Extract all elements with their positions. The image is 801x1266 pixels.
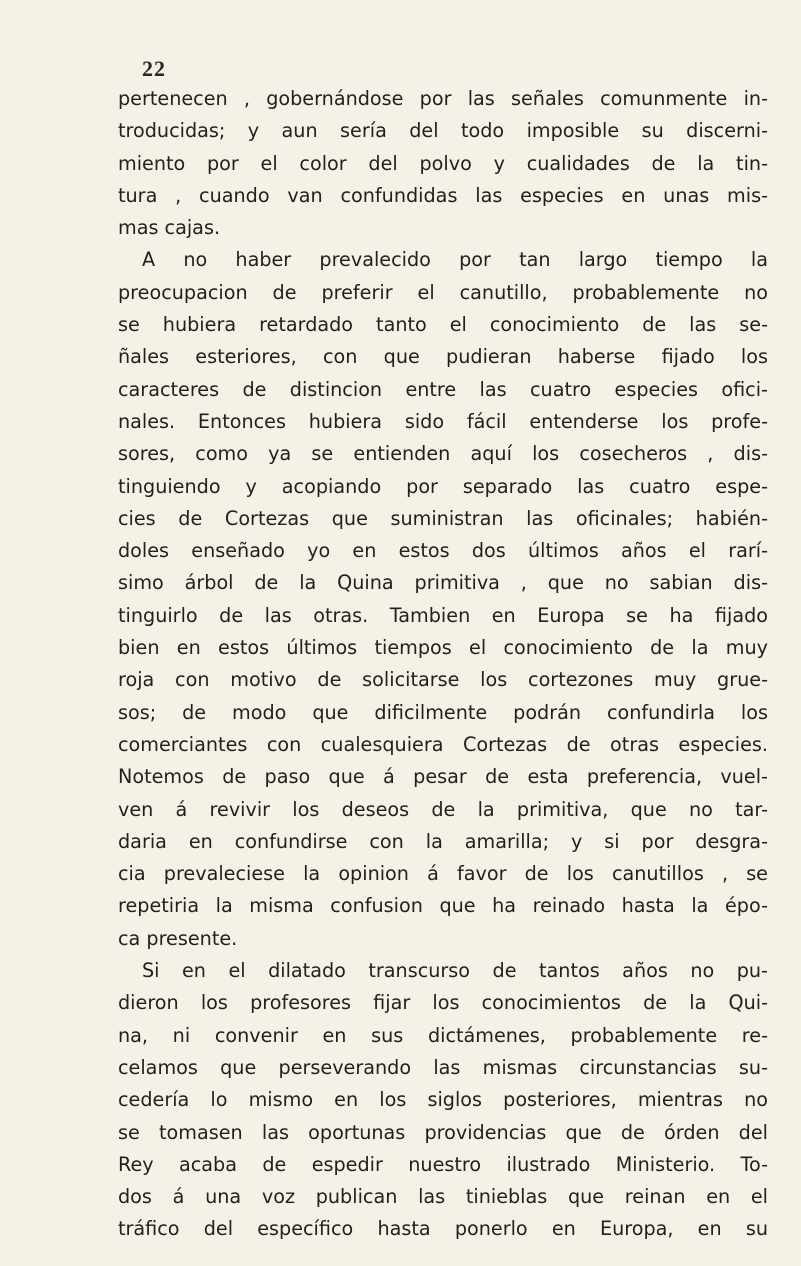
text-line: Si en el dilatado transcurso de tantos años no pu- [142, 959, 768, 983]
text-line: tinguirlo de las otras. Tambien en Europa se ha fijado [118, 603, 768, 627]
body-text [118, 83, 768, 1246]
text-line: caracteres de distincion entre las cuatro especies ofici- [118, 377, 768, 401]
text-line: sores, como ya se entienden aquí los cosecheros , dis- [118, 442, 768, 466]
text-line: bien en estos últimos tiempos el conocimiento de la muy [118, 636, 768, 660]
page-number: 22 [142, 56, 166, 81]
text-line: Rey acaba de espedir nuestro ilustrado Ministerio. To- [118, 1152, 768, 1176]
text-line: nales. Entonces hubiera sido fácil entenderse los profe- [118, 409, 768, 433]
text-line: cies de Cortezas que suministran las oficinales; habién- [118, 506, 768, 530]
text-line: cedería lo mismo en los siglos posteriores, mientras no [118, 1088, 768, 1112]
text-line: troducidas; y aun sería del todo imposible su discerni- [118, 119, 768, 143]
text-line: preocupacion de preferir el canutillo, probablemente no [118, 280, 768, 304]
text-line: repetiria la misma confusion que ha reinado hasta la épo- [118, 894, 768, 918]
text-line: dos á una voz publican las tinieblas que reinan en el [118, 1185, 768, 1209]
text-line: na, ni convenir en sus dictámenes, probablemente re- [118, 1023, 768, 1047]
text-line: simo árbol de la Quina primitiva , que no sabian dis- [118, 571, 768, 595]
text-line: ñales esteriores, con que pudieran haberse fijado los [118, 345, 768, 369]
text-line: tinguiendo y acopiando por separado las cuatro espe- [118, 474, 768, 498]
text-line: miento por el color del polvo y cualidades de la tin- [118, 151, 768, 175]
text-line: dieron los profesores fijar los conocimientos de la Qui- [118, 991, 768, 1015]
text-line: celamos que perseverando las mismas circunstancias su- [118, 1055, 768, 1079]
text-line: pertenecen , gobernándose por las señales comunmente in- [118, 87, 768, 110]
text-line: Notemos de paso que á pesar de esta preferencia, vuel- [118, 765, 768, 789]
text-line: ven á revivir los deseos de la primitiva, que no tar- [118, 797, 768, 821]
text-line: tura , cuando van confundidas las especies en unas mis- [118, 183, 768, 207]
text-line: mas cajas. [118, 216, 221, 240]
text-line: roja con motivo de solicitarse los cortezones muy grue- [118, 668, 768, 692]
text-line: se tomasen las oportunas providencias que de órden del [118, 1120, 768, 1144]
text-line: sos; de modo que dificilmente podrán confundirla los [118, 700, 768, 724]
text-line: doles enseñado yo en estos dos últimos años el rarí- [118, 539, 768, 563]
text-line: tráfico del específico hasta ponerlo en Europa, en su [118, 1217, 768, 1241]
text-line: cia prevaleciese la opinion á favor de los canutillos , se [118, 862, 768, 886]
text-line: se hubiera retardado tanto el conocimiento de las se- [118, 313, 768, 337]
text-line: A no haber prevalecido por tan largo tiempo la [142, 248, 768, 272]
text-line: ca presente. [118, 926, 238, 950]
text-line: daria en confundirse con la amarilla; y si por desgra- [118, 829, 768, 853]
text-line: comerciantes con cualesquiera Cortezas de otras especies. [118, 732, 768, 756]
